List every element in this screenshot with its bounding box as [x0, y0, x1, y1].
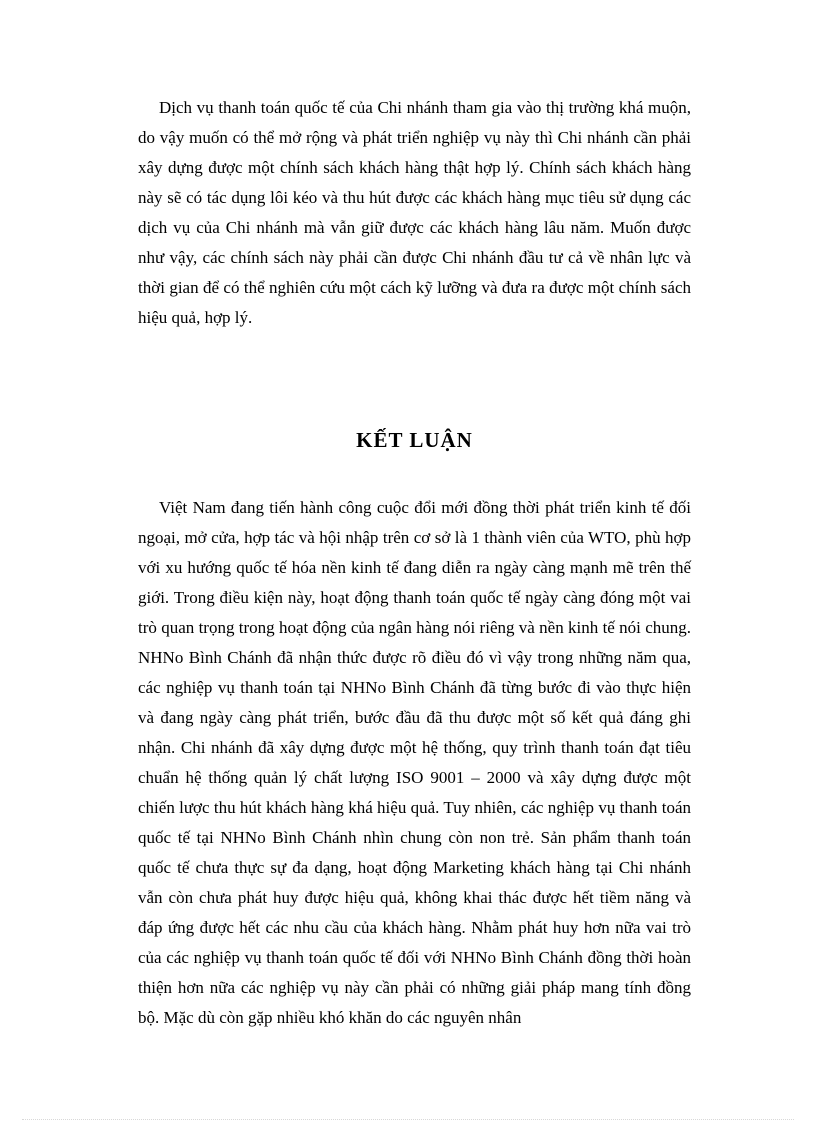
body-paragraph-conclusion: Việt Nam đang tiến hành công cuộc đổi mới đồng thời phát triển kinh tế đối ngoại, mở cửa, hợp tác và hội nhập trên cơ sở là 1 thành viên của WTO, phù hợp với xu hướng quốc tế hóa nền kinh tế đang diễn ra ngày càng mạnh mẽ trên thế giới. Trong điều kiện này, hoạt động thanh toán quốc tế ngày càng đóng một vai trò quan trọng trong hoạt động của ngân hàng nói riêng và nền kinh tế nói chung. NHNo Bình Chánh đã nhận thức được rõ điều đó vì vậy trong những năm qua, các nghiệp vụ thanh toán tại NHNo Bình Chánh đã từng bước đi vào thực hiện và đang ngày càng phát triển, bước đầu đã thu được một số kết quả đáng ghi nhận. Chi nhánh đã xây dựng được một hệ thống, quy trình thanh toán đạt tiêu chuẩn hệ thống quản lý chất lượng ISO 9001 – 2000 và xây dựng được một chiến lược thu hút khách hàng khá hiệu quả. Tuy nhiên, các nghiệp vụ thanh toán quốc tế tại NHNo Bình Chánh nhìn chung còn non trẻ. Sản phẩm thanh toán quốc tế chưa thực sự đa dạng, hoạt động Marketing khách hàng tại Chi nhánh vẫn còn chưa phát huy được hiệu quả, không khai thác được hết tiềm năng và đáp ứng được hết các nhu cầu của khách hàng. Nhằm phát huy hơn nữa vai trò của các nghiệp vụ thanh toán quốc tế đối với NHNo Bình Chánh đồng thời hoàn thiện hơn nữa các nghiệp vụ này cần phải có những giải pháp mang tính đồng bộ. Mặc dù còn gặp nhiều khó khăn do các nguyên nhân — [138, 498, 691, 1027]
page-bottom-divider — [22, 1119, 794, 1120]
section-heading-conclusion: KẾT LUẬN — [356, 428, 473, 452]
body-paragraph-customer-policy: Dịch vụ thanh toán quốc tế của Chi nhánh tham gia vào thị trường khá muộn, do vậy muốn có thể mở rộng và phát triển nghiệp vụ này thì Chi nhánh cần phải xây dựng được một chính sách khách hàng thật hợp lý. Chính sách khách hàng này sẽ có tác dụng lôi kéo và thu hút được các khách hàng mục tiêu sử dụng các dịch vụ của Chi nhánh mà vẫn giữ được các khách hàng lâu năm. Muốn được như vậy, các chính sách này phải cần được Chi nhánh đầu tư cả về nhân lực và thời gian để có thể nghiên cứu một cách kỹ lưỡng và đưa ra được một chính sách hiệu quả, hợp lý. — [138, 98, 691, 327]
